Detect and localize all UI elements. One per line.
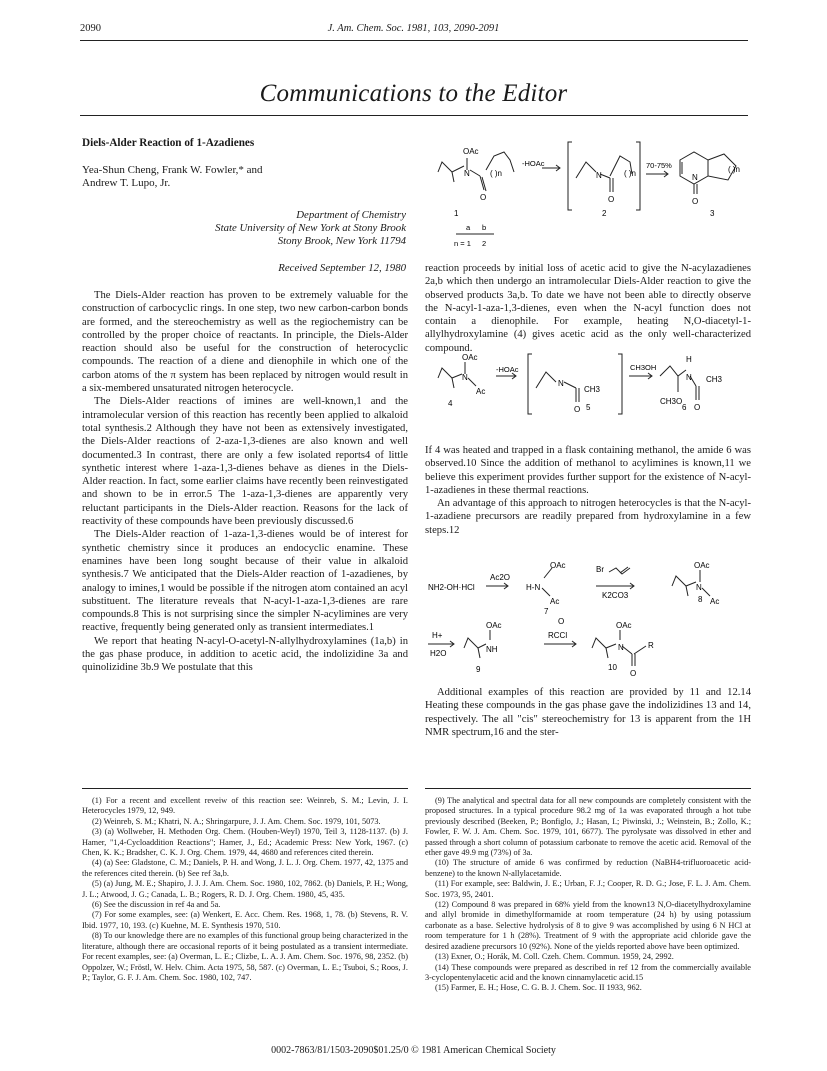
footnote-rule-left — [82, 788, 408, 789]
footnote: (2) Weinreb, S. M.; Khatri, N. A.; Shringarpure, J. J. Am. Chem. Soc. 1979, 101, 5073. — [92, 816, 381, 826]
compound-label-10: 10 — [608, 663, 617, 672]
compound-label-9: 9 — [476, 665, 481, 674]
scheme1-o-3: O — [692, 197, 699, 206]
scheme1-ring-index: ( )n — [490, 169, 502, 178]
scheme2-ac: Ac — [476, 387, 486, 396]
scheme3-start: NH2-OH·HCl — [428, 583, 475, 592]
scheme2-n: N — [462, 373, 468, 382]
footnote: (1) For a recent and excellent reveiw of this reaction see: Weinreb, S. M.; Levin, J. I. Heterocycles 1979, 12, 949. — [82, 796, 408, 816]
authors — [82, 164, 263, 190]
footnote: (5) (a) Jung, M. E.; Shapiro, J. J. J. Am. Chem. Soc. 1980, 102, 7862. (b) Daniels, P. H.; Wong, J. L.; Atwood, J. G.; Canada, L. B.; Rogers, R. D. J. Org. Chem. 1980, 45, 435. — [82, 879, 408, 899]
table-row-n: n = 1 — [454, 239, 471, 248]
footnote-rule-right — [425, 788, 751, 789]
scheme-1-diagram — [424, 132, 752, 260]
scheme3-hn: H-N — [526, 583, 541, 592]
scheme3-oac-2: OAc — [694, 561, 710, 570]
affiliation-line-1: Department of Chemistry — [296, 209, 406, 221]
compound-label-5: 5 — [586, 403, 591, 412]
scheme1-conditions: 70-75% — [646, 161, 672, 170]
authors-line-1: Yea-Shun Cheng, Frank W. Fowler,* and — [82, 164, 263, 176]
footnotes-left — [82, 796, 408, 983]
scheme1-ring-index-3: ( )n — [728, 165, 740, 174]
scheme1-ring-index-2: ( )n — [624, 169, 636, 178]
scheme1-oac: OAc — [463, 147, 479, 156]
footnote: (11) For example, see: Baldwin, J. E.; Urban, F. J.; Cooper, R. D. G.; Jose, F. L. J. Am. Chem. Soc. 1973, 95, 2401. — [425, 879, 751, 899]
scheme1-n-3: N — [692, 173, 698, 182]
paragraph: If 4 was heated and trapped in a flask containing methanol, the amide 6 was observed.10 Since the addition of methanol to acylimines is known,11 we believe this experiment provides further support for the existence of N-acyl-1-azadienes in these thermal reactions. — [425, 445, 751, 496]
page-number: 2090 — [80, 23, 101, 34]
scheme2-n-2: N — [558, 379, 564, 388]
scheme3-oac: OAc — [550, 561, 566, 570]
running-header: J. Am. Chem. Soc. 1981, 103, 2090-2091 — [327, 23, 500, 34]
footnote: (9) The analytical and spectral data for all new compounds are completely consistent with the proposed structures. In a typical procedure 98.2 mg of 1a was evaporated through a hot tube previously described (Beeken, P.; Bonfiglo, J.; Hasan, I.; Piwinski, J.; Weinstein, B.; Zollo, K.; Fowler, F. W. J. Am. Chem. Soc. 1979, 101, 6677). The pyrolysate was dissolved in ether and passed through a short column of potassium carbonate to remove the acetic acid. Removal of the ether gave 49.9 mg (73%) of 3a. — [425, 796, 751, 858]
affiliation — [82, 209, 406, 248]
compound-label-2: 2 — [602, 209, 607, 218]
footnote: (15) Farmer, E. H.; Hose, C. G. B. J. Chem. Soc. II 1933, 962. — [435, 983, 642, 993]
paragraph: An advantage of this approach to nitrogen heterocycles is that the N-acyl-1-azadiene precursors are readily prepared from hydroxylamine in a few steps.12 — [425, 498, 751, 536]
paragraph: The Diels-Alder reactions of imines are well-known,1 and the intramolecular version of this reaction has recently been applied to alkaloid total synthesis.2 Although they have not been as extensively investigated, the Diels-Alder reactions of 2-aza-1,3-dienes are also known and well documented.3 In contrast, there are only a few isolated reports4 of little synthetic interest where 1-aza-1,3-dienes behave as dienes in the Diels-Alder reaction. In fact, some earlier claims have recently been reinvestigated and shown to be in error.5 The 1-aza-1,3-dienes are apparently very reluctant participants in the Diels-Alder reaction. Reasons for the lack of reactivity of these compounds have been previously discussed.6 — [82, 396, 408, 528]
footnote: (4) (a) See: Gladstone, C. M.; Daniels, P. H. and Wong, J. L. J. Org. Chem. 1977, 42, 1375 and the references cited therein. (b) See ref 3a,b. — [82, 858, 408, 878]
scheme3-oac-3: OAc — [486, 621, 502, 630]
scheme2-o: O — [574, 405, 581, 414]
scheme2-reagent-1: -HOAc — [496, 365, 519, 374]
header-rule — [80, 40, 748, 41]
compound-label-1: 1 — [454, 209, 459, 218]
scheme-3-diagram — [424, 560, 752, 684]
article-title: Diels-Alder Reaction of 1-Azadienes — [82, 137, 255, 149]
compound-label-4: 4 — [448, 399, 453, 408]
footnote: (6) See the discussion in ref 4a and 5a. — [92, 900, 221, 910]
scheme1-n: N — [464, 169, 470, 178]
scheme2-o-2: O — [694, 403, 701, 412]
scheme3-ac: Ac — [550, 597, 560, 606]
compound-label-8: 8 — [698, 595, 703, 604]
scheme3-n: N — [696, 583, 702, 592]
compound-label-7: 7 — [544, 607, 549, 616]
footnote: (7) For some examples, see: (a) Wenkert, E. Acc. Chem. Res. 1968, 1, 78. (b) Stevens, R. V. Ibid. 1977, 10, 193. (c) Kuehne, M. E. Synthesis 1970, 510. — [82, 910, 408, 930]
scheme3-n-2: N — [618, 643, 624, 652]
scheme2-ch3: CH3 — [584, 385, 601, 394]
scheme3-reagent-2: Br — [596, 565, 604, 574]
scheme2-h: H — [686, 355, 692, 364]
section-title: Communications to the Editor — [259, 80, 568, 107]
scheme3-reagent-3b: H2O — [430, 649, 447, 658]
authors-line-2: Andrew T. Lupo, Jr. — [82, 177, 171, 189]
scheme3-r: R — [648, 641, 654, 650]
scheme3-ac-2: Ac — [710, 597, 720, 606]
paragraph: We report that heating N-acyl-O-acetyl-N-allylhydroxylamines (1a,b) in the gas phase produce, in addition to acetic acid, the indolizidine 3a and quinolizidine 3b.9 We postulate that this — [82, 635, 408, 674]
paragraph: reaction proceeds by initial loss of acetic acid to give the N-acylazadienes 2a,b which then undergo an intramolecular Diels-Alder reaction to give the observed products 3a,b. To date we have not been able to directly observe the N-acyl-1-aza-1,3-dienes, even when the N-acyl function does not contain a dienophile. For example, heating N,O-diacetyl-1-allylhydroxylamine (4) gives acetic acid as the only well-characterized compound. — [425, 263, 751, 354]
table-header-b: b — [482, 223, 487, 232]
compound-label-3: 3 — [710, 209, 715, 218]
scheme1-n-2: N — [596, 171, 602, 180]
scheme3-oac-4: OAc — [616, 621, 632, 630]
scheme2-n-3: N — [686, 373, 692, 382]
right-column-body-3 — [425, 686, 751, 739]
footnote: (13) Exner, O.; Horák, M. Coll. Czeh. Chem. Commun. 1959, 24, 2992. — [435, 952, 674, 962]
scheme3-nh: NH — [486, 645, 498, 654]
table-row-b: 2 — [482, 239, 487, 248]
scheme3-o: O — [630, 669, 637, 678]
right-column-body-2 — [425, 444, 751, 537]
scheme3-reagent-3: H+ — [432, 631, 443, 640]
scheme3-reagent-2b: K2CO3 — [602, 591, 629, 600]
left-column-body — [82, 289, 408, 675]
table-header-a: a — [466, 223, 471, 232]
footnote: (8) To our knowledge there are no examples of this functional group being characterized in the literature, although there are occasional reports of it being postulated as a transient intermediate. For recent examples, see: (a) Overman, L. E.; Clizbe, L. A. J. Am. Chem. Soc. 1976, 98, 2352. (b) Oppolzer, W.; Fröstl, W. Helv. Chim. Acta 1975, 58, 587. (c) Overman, L. E.; Tsuboi, S.; Roos, J. P.; Taylor, G. F. J. Am. Chem. Soc. 1980, 102, 747. — [82, 931, 408, 982]
paragraph: The Diels-Alder reaction has proven to be extremely valuable for the construction of carbocyclic rings. In one step, two new carbon-carbon bonds are formed, and the stereochemistry as well as the regiochemistry can be controlled by the proper choice of reactants. In principle, the Diels-Alder reaction should also be useful for the construction of heterocyclic compounds. The reaction of a diene and dienophile in which one of the carbon atoms of the π system has been replaced by nitrogen would result in a six-membered unsaturated nitrogen heterocycle. — [82, 290, 408, 395]
scheme1-o: O — [480, 193, 487, 202]
scheme2-oac: OAc — [462, 353, 478, 362]
footnotes-right — [425, 796, 751, 994]
allyl-bond — [438, 162, 464, 172]
paragraph: Additional examples of this reaction are provided by 11 and 12.14 Heating these compounds in the gas phase gave the indolizidines 13 and 14, respectively. The all "cis" stereochemistry for 13 is apparent from the 1H NMR spectrum,16 and the ster- — [425, 687, 751, 738]
footnote: (10) The structure of amide 6 was confirmed by reduction (NaBH4-trifluoroacetic acid-benzene) to the known N-allylacetamide. — [425, 858, 751, 878]
copyright-footer: 0002-7863/81/1503-2090$01.25/0 © 1981 American Chemical Society — [271, 1045, 556, 1056]
scheme1-o-2: O — [608, 195, 615, 204]
received-date: Received September 12, 1980 — [278, 262, 406, 274]
affiliation-line-2: State University of New York at Stony Brook — [215, 222, 406, 234]
title-rule — [80, 115, 748, 116]
scheme1-reagent: -HOAc — [522, 159, 545, 168]
scheme2-ch3-2: CH3 — [706, 375, 723, 384]
scheme3-reagent-4o: O — [558, 617, 565, 626]
compound-label-6: 6 — [682, 403, 687, 412]
right-column-body-1 — [425, 262, 751, 355]
footnote: (3) (a) Wollweber, H. Methoden Org. Chem. (Houben-Weyl) 1970, Teil 3, 1128-1137. (b) J. Hamer, "1,4-Cycloaddition Reactions"; Hamer, J., Ed.; Academic Press: New York, 1967. (c) Chen, K. K.; Bradsher, C. K. J. Org. Chem. 1979, 44, 4680 and references cited therein. — [82, 827, 408, 858]
scheme2-reagent-2: CH3OH — [630, 363, 657, 372]
affiliation-line-3: Stony Brook, New York 11794 — [277, 235, 406, 247]
scheme-2-diagram — [424, 348, 752, 438]
footnote: (12) Compound 8 was prepared in 68% yield from the known13 N,O-diacetylhydroxylamine and allyl bromide in dimethylformamide at room temperature (24 h) by using potassium carbonate as a base. Selective hydrolysis of 8 to give 9 was accomplished by using 6 N HCl at room temperature for 1 h (28%). Treatment of 9 with the appropriate acid chloride gave the desired azadiene precursors 10 (92%). None of the yields reported above have been optimized. — [425, 900, 751, 951]
scheme3-reagent-4: RCCl — [548, 631, 568, 640]
scheme3-reagent-1: Ac2O — [490, 573, 511, 582]
footnote: (14) These compounds were prepared as described in ref 12 from the commercially available 3-cyclopentenylacetic acid and the known cinnamylacetic acid.15 — [425, 962, 751, 982]
scheme2-ch3o: CH3O — [660, 397, 683, 406]
paragraph: The Diels-Alder reaction of 1-aza-1,3-dienes would be of interest for synthetic chemistry since it produces an endocyclic enamine. These enamines have been long sought because of their value in alkaloid synthesis.7 We anticipated that the Diels-Alder reaction of 1-azadienes, by analogy to imines,1 would be possible if the nitrogen atom contained an acyl substituent. The literature reveals that N-acyl-1-aza-1,3-dienes are rare compounds.8 This is not surprising since the simpler N-acylimines are very reactive, frequently being generated only as transient intermediates.1 — [82, 529, 408, 634]
